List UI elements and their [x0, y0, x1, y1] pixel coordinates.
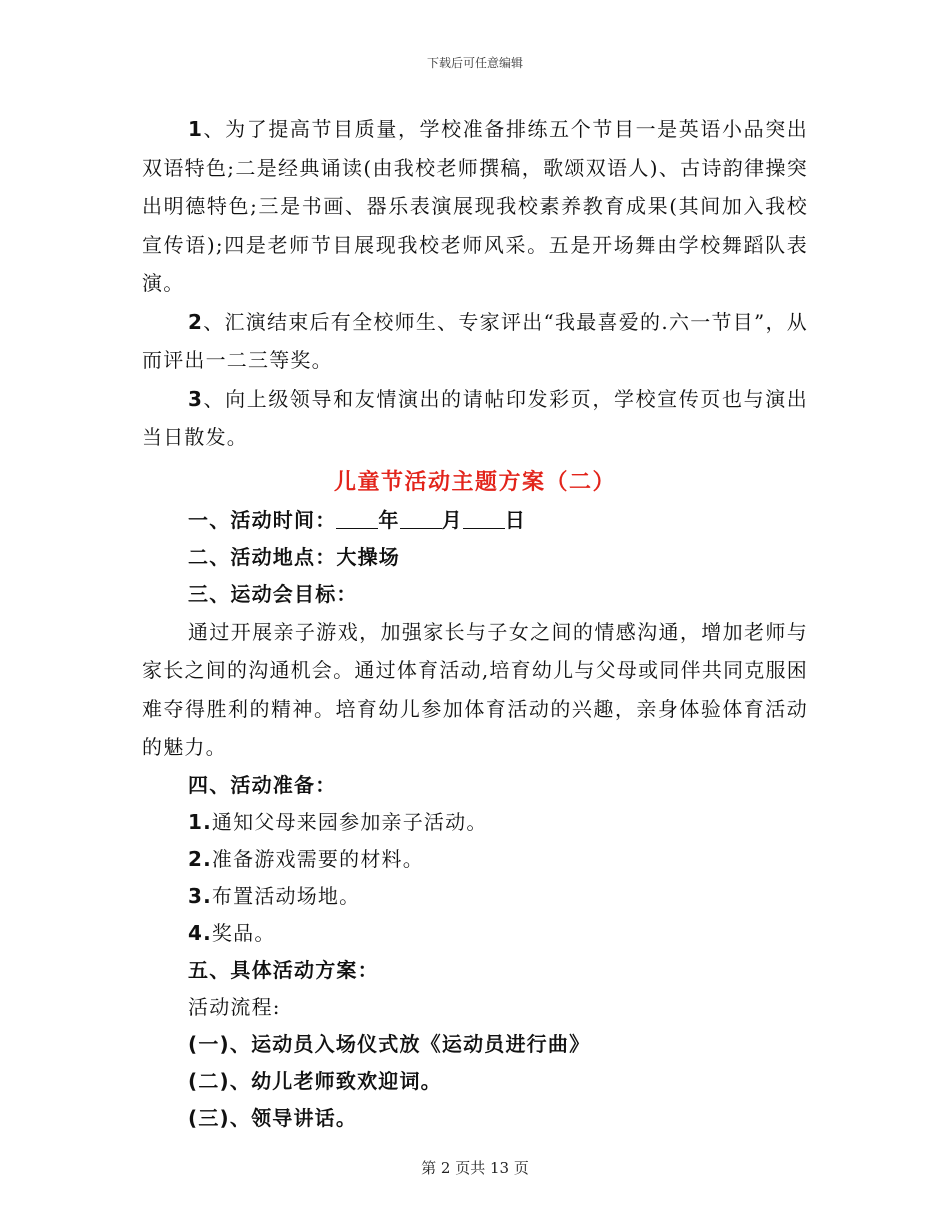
- page-header: 下载后可任意编辑: [426, 56, 523, 70]
- prep-heading: 四、活动准备：: [188, 772, 337, 797]
- activity-time: 一、活动时间： 年 月 日: [188, 507, 527, 532]
- page-footer: 第 2 页共 13 页: [421, 1159, 529, 1177]
- goal-paragraph: 通过开展亲子游戏，加强家长与子女之间的情感沟通，增加老师与家长之间的沟通机会。通过体育活动,培育幼儿与父母或同伴共同克服困难夺得胜利的精神。培育幼儿参加体育活动的兴趣，亲身体验体育活动的魅力。: [142, 619, 808, 759]
- activity-location: 二、活动地点：大操场: [188, 544, 400, 569]
- plan-heading: 五、具体活动方案：: [188, 957, 379, 982]
- month-blank: [400, 508, 442, 529]
- goal-heading: 三、运动会目标：: [188, 581, 358, 606]
- flow-item: (一)、运动员入场仪式放《运动员进行曲》: [188, 1031, 591, 1056]
- paragraph-2: 2、汇演结束后有全校师生、专家评出“我最喜爱的.六一节目”，从而评出一二三等奖。: [142, 309, 808, 372]
- year-blank: [336, 508, 378, 529]
- flow-item: (三)、领导讲话。: [188, 1105, 358, 1130]
- section-title: 儿童节活动主题方案（二）: [333, 468, 616, 495]
- document-body: [142, 110, 808, 1137]
- prep-item: 3.布置活动场地。: [188, 883, 361, 908]
- flow-label: 活动流程:: [188, 994, 281, 1019]
- flow-item: (二)、幼儿老师致欢迎词。: [188, 1068, 442, 1093]
- prep-item: 4.奖品。: [188, 920, 276, 945]
- day-blank: [463, 508, 505, 529]
- prep-item: 1.通知父母来园参加亲子活动。: [188, 809, 488, 834]
- paragraph-1: 1、为了提高节目质量，学校准备排练五个节目一是英语小品突出双语特色;二是经典诵读(由我校老师撰稿，歌颂双语人)、古诗韵律操突出明德特色;三是书画、器乐表演展现我校素养教育成果(其间加入我校宣传语);四是老师节目展现我校老师风采。五是开场舞由学校舞蹈队表演。: [142, 117, 808, 295]
- paragraph-3: 3、向上级领导和友情演出的请帖印发彩页，学校宣传页也与演出当日散发。: [142, 386, 808, 449]
- prep-item: 2.准备游戏需要的材料。: [188, 846, 424, 871]
